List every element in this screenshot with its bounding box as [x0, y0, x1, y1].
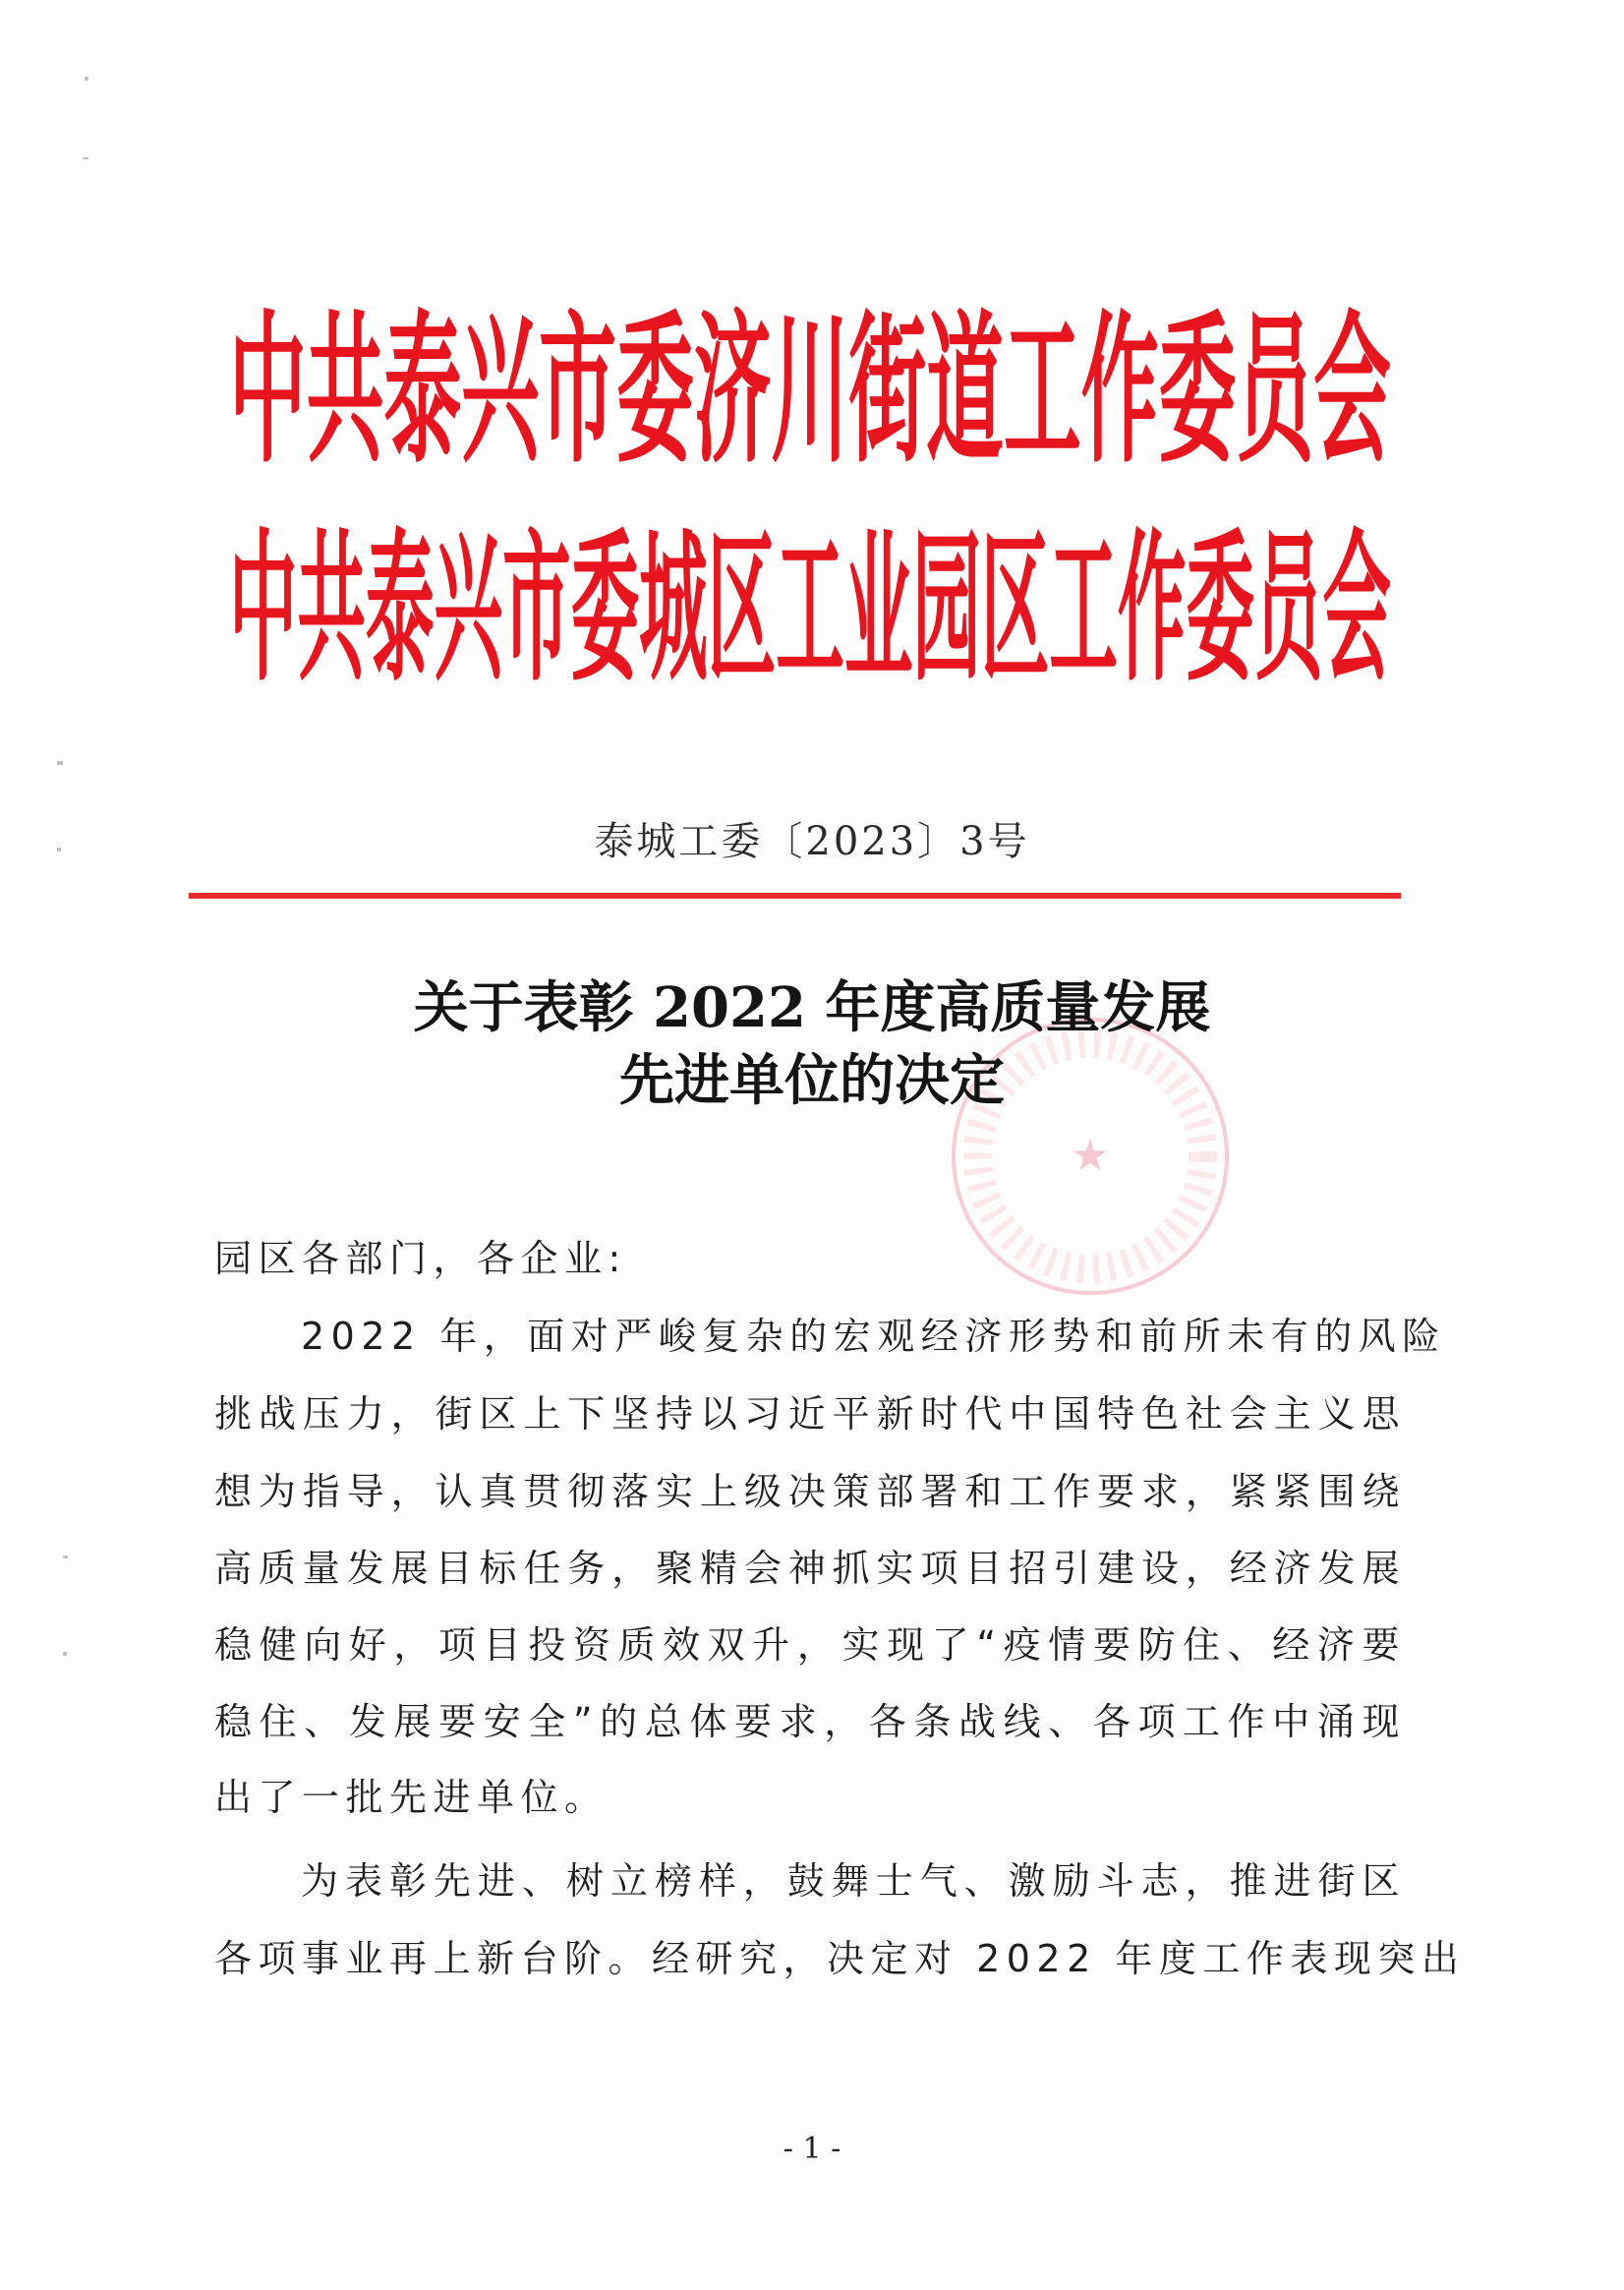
body-line: 各项事业再上新台阶。经研究，决定对 2022 年度工作表现突出 [214, 1937, 1466, 1980]
masthead-text: 中共泰兴市委城区工业园区工作委员会 [229, 514, 1391, 703]
body-line: 高质量发展目标任务，聚精会神抓实项目招引建设，经济发展 [214, 1547, 1406, 1590]
scan-artifact [63, 1652, 67, 1656]
body-line: 想为指导，认真贯彻落实上级决策部署和工作要求，紧紧围绕 [214, 1470, 1406, 1513]
body-line: 稳健向好，项目投资质效双升，实现了“疫情要防住、经济要 [214, 1623, 1406, 1667]
masthead-text: 中共泰兴市委济川街道工作委员会 [229, 296, 1391, 485]
body-line: 2022 年，面对严峻复杂的宏观经济形势和前所未有的风险 [301, 1315, 1446, 1358]
body-line: 为表彰先进、树立榜样，鼓舞士气、激励斗志，推进街区 [301, 1859, 1406, 1903]
masthead-line-1 [229, 297, 1391, 484]
seal-star-icon: ★ [1071, 1131, 1110, 1181]
scan-artifact [63, 1556, 68, 1558]
body-line: 稳住、发展要安全”的总体要求，各条战线、各项工作中涌现 [214, 1700, 1406, 1743]
scan-artifact [85, 77, 88, 81]
body-line: 挑战压力，街区上下坚持以习近平新时代中国特色社会主义思 [214, 1392, 1406, 1436]
masthead-line-2 [229, 515, 1391, 702]
scan-artifact [57, 761, 63, 765]
document-number: 泰城工委〔2023〕3号 [594, 819, 1030, 864]
document-title-line-2: 先进单位的决定 [619, 1048, 1005, 1113]
page-number: - 1 - [783, 2132, 841, 2166]
red-divider [189, 893, 1401, 899]
document-title-line-1: 关于表彰 2022 年度高质量发展 [413, 975, 1211, 1040]
salutation: 园区各部门，各企业: [214, 1237, 627, 1280]
scan-artifact [83, 157, 88, 159]
body-line: 出了一批先进单位。 [214, 1776, 609, 1819]
